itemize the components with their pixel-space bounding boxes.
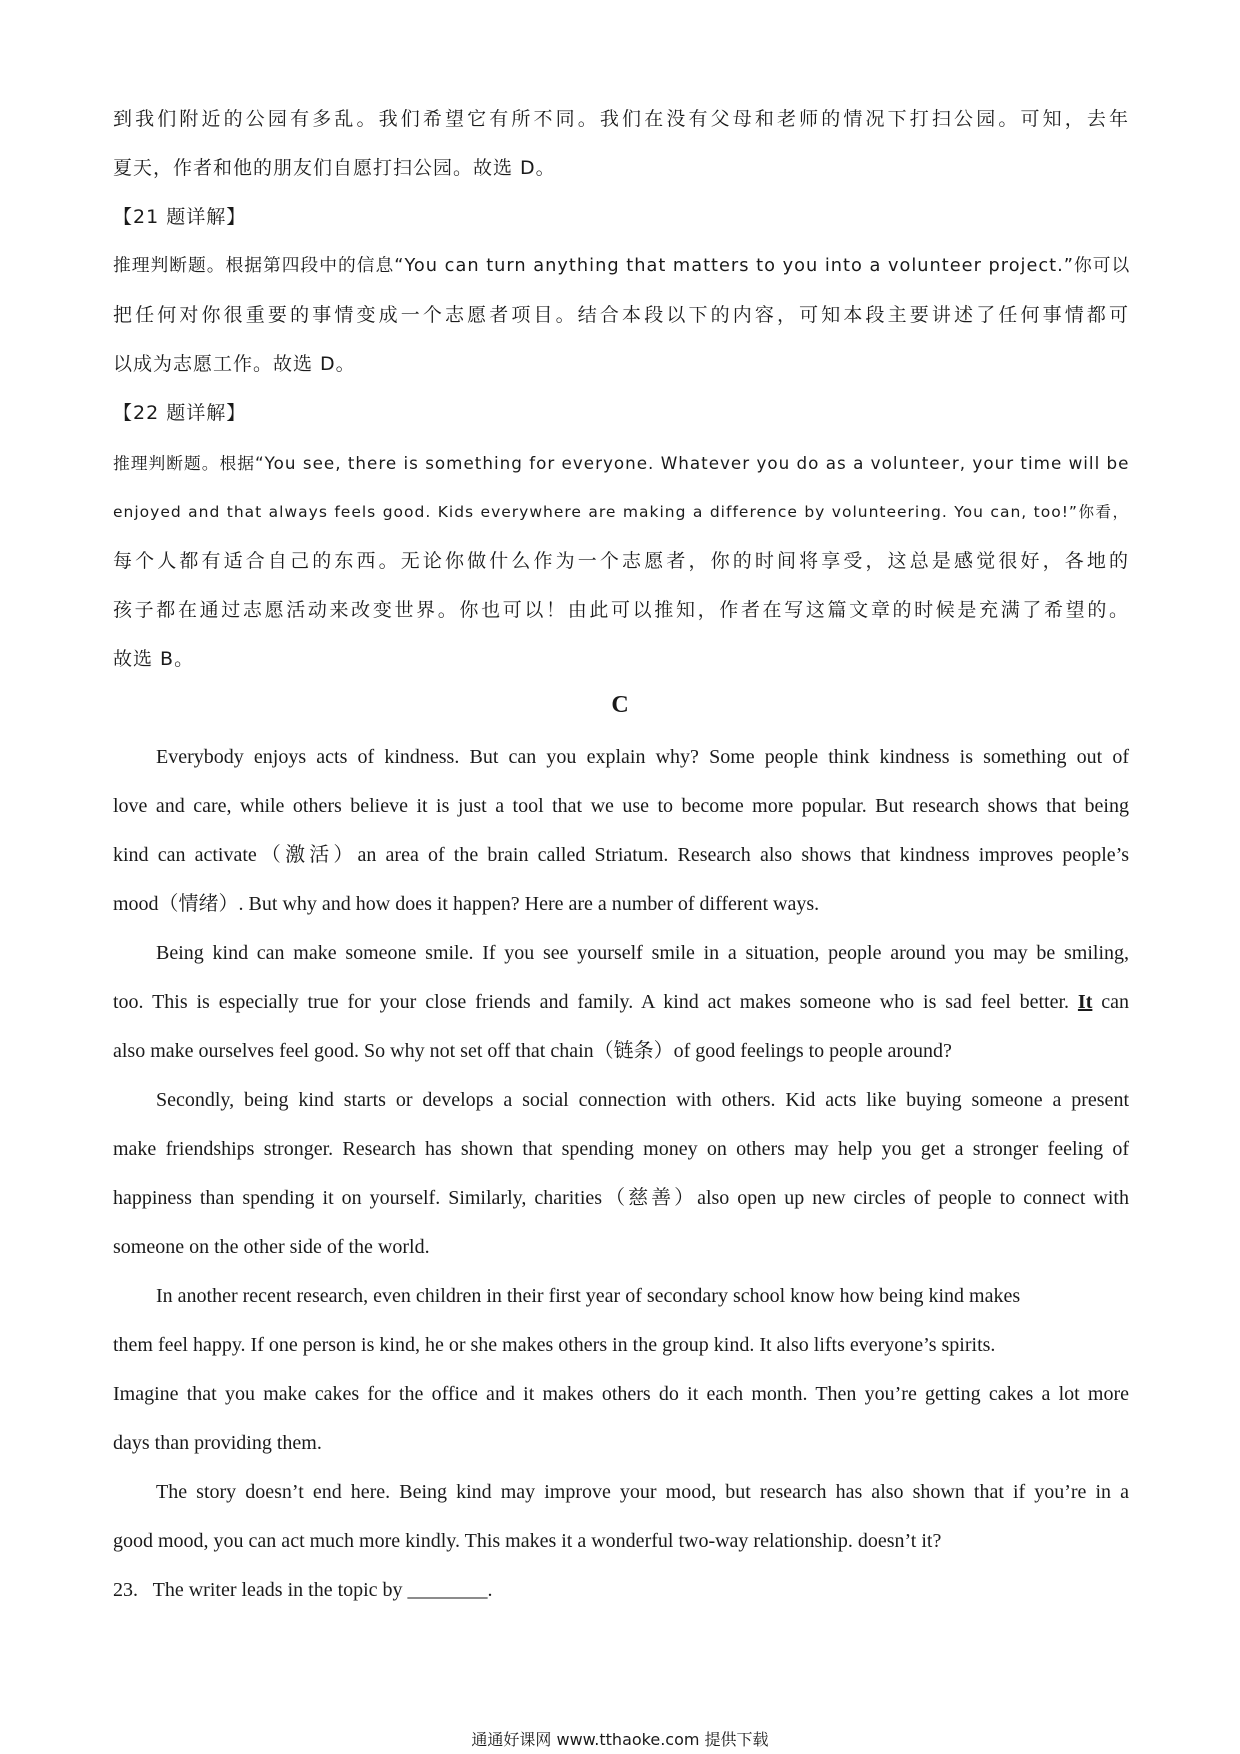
q22-line-5: 故选 B。	[113, 648, 195, 670]
q22-line-3: 每个人都有适合自己的东西。无论你做什么作为一个志愿者，你的时间将享受，这总是感觉很好，各地的	[113, 550, 1129, 572]
p4-line-3: Imagine that you make cakes for the office and it makes others do it each month. Then you’re getting cakes a lot more	[113, 1383, 1129, 1405]
q21-line-1: 推理判断题。根据第四段中的信息“You can turn anything that matters to you into a volunteer project.”你可以	[113, 256, 1131, 276]
p3-line-1: Secondly, being kind starts or develops a social connection with others. Kid acts like buying someone a present	[156, 1089, 1129, 1111]
p1-line-1: Everybody enjoys acts of kindness. But can you explain why? Some people think kindness is something out of	[156, 746, 1129, 768]
p3-line-3: happiness than spending it on yourself. Similarly, charities（慈善）also open up new circles of people to connect with	[113, 1187, 1129, 1209]
p3-line-2: make friendships stronger. Research has shown that spending money on others may help you get a stronger feeling of	[113, 1138, 1129, 1160]
q22-line-1: 推理判断题。根据“You see, there is something for everyone. Whatever you do as a volunteer, your time will be	[113, 453, 1130, 473]
q22-line-4: 孩子都在通过志愿活动来改变世界。你也可以！由此可以推知，作者在写这篇文章的时候是充满了希望的。	[113, 599, 1129, 621]
explanation-line-2: 夏天，作者和他的朋友们自愿打扫公园。故选 D。	[113, 157, 556, 179]
explanation-line-1: 到我们附近的公园有多乱。我们希望它有所不同。我们在没有父母和老师的情况下打扫公园。可知，去年	[113, 108, 1129, 130]
q21-line-3: 以成为志愿工作。故选 D。	[113, 353, 356, 375]
p1-line-3: kind can activate（激活）an area of the brain called Striatum. Research also shows that kindness improves people’s	[113, 844, 1129, 866]
footer-source: 通通好课网 www.tthaoke.com 提供下载	[471, 1730, 769, 1749]
question-23: 23. The writer leads in the topic by ________.	[113, 1579, 493, 1601]
underlined-it: It	[1077, 991, 1093, 1013]
q21-title: 【21 题详解】	[113, 206, 247, 228]
q21-line-2: 把任何对你很重要的事情变成一个志愿者项目。结合本段以下的内容，可知本段主要讲述了任何事情都可	[113, 304, 1129, 326]
p2-line-2	[113, 989, 1129, 1015]
p4-line-1: In another recent research, even children in their first year of secondary school know how being kind makes	[156, 1285, 1021, 1307]
p4-line-4: days than providing them.	[113, 1432, 322, 1454]
q22-title: 【22 题详解】	[113, 402, 247, 424]
p2-line-2-end: can	[1092, 991, 1129, 1013]
p2-line-1: Being kind can make someone smile. If you see yourself smile in a situation, people around you may be smiling,	[156, 942, 1129, 964]
p2-line-2-text: too. This is especially true for your close friends and family. A kind act makes someone who is sad feel better.	[113, 991, 1078, 1013]
p3-line-4: someone on the other side of the world.	[113, 1236, 430, 1258]
p5-line-2: good mood, you can act much more kindly. This makes it a wonderful two-way relationship. doesn’t it?	[113, 1530, 942, 1552]
section-heading: C	[611, 692, 629, 718]
p5-line-1: The story doesn’t end here. Being kind may improve your mood, but research has also shown that if you’re in a	[156, 1481, 1129, 1503]
p4-line-2: them feel happy. If one person is kind, he or she makes others in the group kind. It also lifts everyone’s spirits.	[113, 1334, 996, 1356]
p2-line-3: also make ourselves feel good. So why not set off that chain（链条）of good feelings to people around?	[113, 1040, 952, 1062]
p1-line-2: love and care, while others believe it is just a tool that we use to become more popular. But research shows that being	[113, 795, 1129, 817]
q22-line-2: enjoyed and that always feels good. Kids everywhere are making a difference by volunteering. You can, too!”你看，	[113, 503, 1129, 521]
p1-line-4: mood（情绪）. But why and how does it happen? Here are a number of different ways.	[113, 893, 820, 915]
